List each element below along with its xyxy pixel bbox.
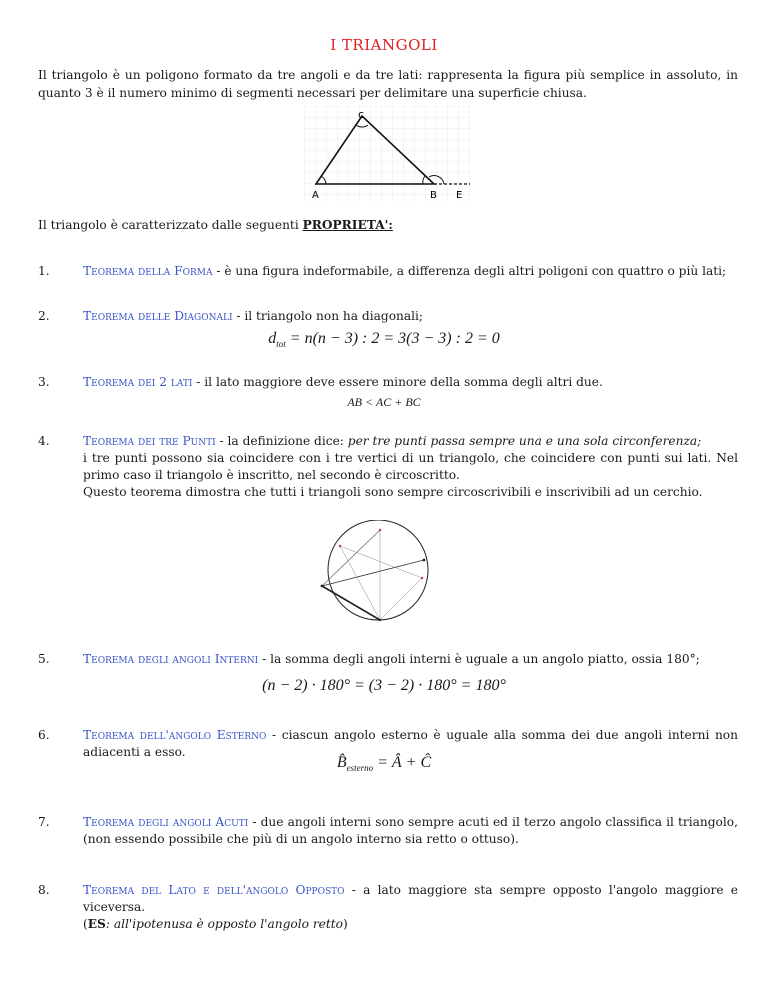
example-note: (ES: all'ipotenusa è opposto l'angolo retto) (83, 917, 348, 931)
properties-heading: Il triangolo è caratterizzato dalle seguenti PROPRIETA': (38, 218, 393, 232)
list-item: 8. Teorema del Lato e dell'angolo Opposto - a lato maggiore sta sempre opposto l'angolo maggiore e viceversa. (ES: all'ipotenusa è opposto l'angolo retto) (38, 883, 738, 931)
label-b: B (430, 190, 437, 201)
theorem-name: Teorema del Lato e dell'angolo Opposto (83, 883, 345, 897)
list-item: 2. Teorema delle Diagonali - il triangolo non ha diagonali; (38, 309, 424, 323)
triangle-figure (304, 106, 470, 202)
circle-figure (312, 520, 440, 630)
page-title: I TRIANGOLI (330, 36, 438, 54)
list-item: 3. Teorema dei 2 lati - il lato maggiore deve essere minore della somma degli altri due. (38, 375, 603, 389)
list-item: 6. Teorema dell'angolo Esterno - ciascun angolo esterno è uguale alla somma dei due angoli interni non adiacenti a esso. (38, 728, 738, 759)
list-item: 1. Teorema della Forma - è una figura indeformabile, a differenza degli altri poligoni con quattro o più lati; (38, 264, 727, 278)
theorem-name: Teorema dell'angolo Esterno (83, 728, 267, 742)
list-item: 4. Teorema dei tre Punti - la definizione dice: per tre punti passa sempre una e una sola circonferenza; i tre punti possono sia coincidere con i tre vertici di un triangolo, che coincidere con punti sui lati. Nel primo caso il triangolo è inscritto, nel secondo è circoscritto. Questo teorema dimostra che tutti i triangoli sono sempre circoscrivibili e inscrivibili ad un cerchio. (38, 434, 738, 499)
theorem-name: Teorema delle Diagonali (83, 309, 233, 323)
formula-diagonals: $d_{tot} = n(n - 3)$ : 2 = 3(3 − 3) : 2 = 0 (268, 330, 500, 350)
properties-word: PROPRIETA': (302, 218, 393, 232)
list-item: 7. Teorema degli angoli Acuti - due angoli interni sono sempre acuti ed il terzo angolo classifica il triangolo, (non essendo possibile che più di un angolo interno sia retto o ottuso). (38, 815, 738, 846)
label-c: c (358, 108, 365, 121)
formula-exterior-angle: $B̂_{esterno}$ = Â + Ĉ (336, 754, 432, 774)
theorem-name: Teorema degli angoli Acuti (83, 815, 249, 829)
formula-sides: AB < AC + BC (347, 395, 421, 409)
label-e: E (456, 190, 463, 201)
theorem-name: Teorema dei 2 lati (83, 375, 193, 389)
theorem-name: Teorema dei tre Punti (83, 434, 216, 448)
intro-paragraph: Il triangolo è un poligono formato da tre angoli e da tre lati: rappresenta la figura più semplice in assoluto, in quanto 3 è il numero minimo di segmenti necessari per delimitare una superficie chiusa. (38, 68, 738, 100)
list-item: 5. Teorema degli angoli Interni - la somma degli angoli interni è uguale a un angolo piatto, ossia 180°; (38, 652, 700, 666)
theorem-name: Teorema della Forma (83, 264, 213, 278)
formula-angles: (n − 2) · 180° = (3 − 2) · 180° = 180° (262, 677, 506, 694)
theorem-name: Teorema degli angoli Interni (83, 652, 259, 666)
label-a: A (312, 190, 319, 201)
